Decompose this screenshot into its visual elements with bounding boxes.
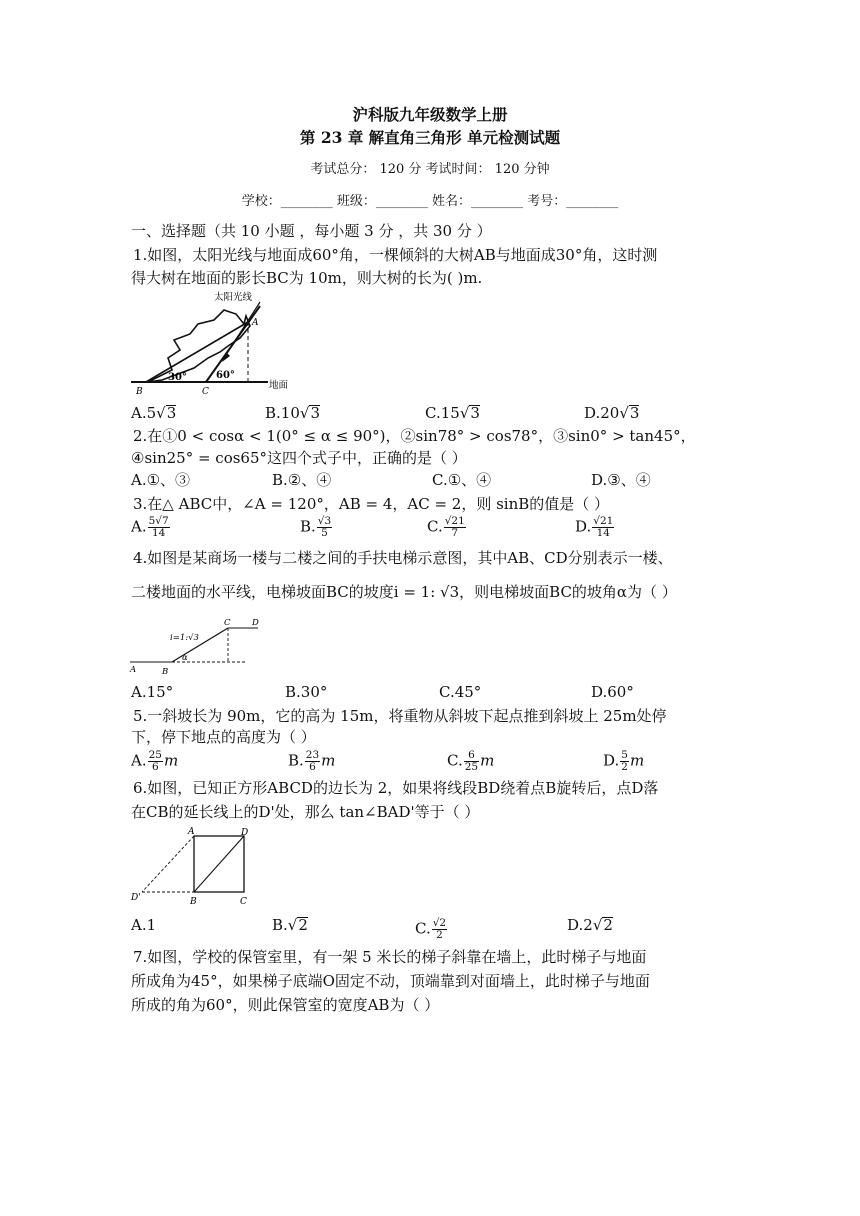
q1-line1: 1.如图，太阳光线与地面成60°角，一棵倾斜的大树AB与地面成30°角，这时测	[133, 246, 658, 264]
q1-line2: 得大树在地面的影长BC为 10m，则大树的长为( )m.	[131, 269, 483, 287]
fig-label-30: 30°	[168, 372, 187, 383]
q4-line1: 4.如图是某商场一楼与二楼之间的手扶电梯示意图，其中AB、CD分别表示一楼、	[133, 549, 673, 567]
q5-option-a-fraction	[148, 750, 163, 773]
q6-figure	[128, 826, 258, 908]
q1-option-c[interactable]	[425, 403, 480, 423]
q1-option-a[interactable]	[131, 403, 176, 423]
q4-option-c[interactable]: C.45°	[439, 683, 482, 701]
q3-option-b-fraction	[317, 516, 332, 539]
q1-option-d-radicand: 3	[629, 404, 640, 422]
q5-option-a[interactable]	[131, 750, 178, 773]
q5-option-c[interactable]	[447, 750, 494, 773]
sqrt-icon: √	[299, 404, 310, 422]
q7-line3: 所成的角为60°，则此保管室的宽度AB为（ ）	[131, 996, 440, 1014]
q6-option-d[interactable]	[567, 915, 613, 935]
fraction-numerator: 25	[148, 749, 162, 761]
q6-line2: 在CB的延长线上的D'处，那么 tan∠BAD'等于（ ）	[131, 803, 480, 821]
q1-figure	[128, 290, 298, 398]
section-heading: 一、选择题（共 10 小题 ，每小题 3 分 ，共 30 分 ）	[131, 222, 492, 240]
q1-option-b-radicand: 3	[310, 404, 320, 422]
q3-option-c-label: C.	[427, 517, 443, 536]
q3-option-b-label: B.	[300, 517, 316, 536]
fraction-denominator: 5	[321, 527, 328, 539]
fraction-numerator: √21	[593, 515, 614, 527]
fraction-denominator: 25	[464, 761, 479, 773]
q3-option-d[interactable]	[575, 516, 615, 539]
q1-option-c-text: C.15	[425, 404, 460, 422]
fraction-denominator: 2	[436, 929, 443, 941]
fraction-numerator: 5	[621, 749, 628, 761]
fig-label-C: C	[202, 387, 209, 397]
q5-option-b-label: B.	[288, 751, 304, 770]
q5-option-c-fraction	[464, 750, 479, 773]
fig-label-A: A	[188, 827, 195, 837]
fig-label-C: C	[240, 897, 247, 907]
fraction-denominator: 14	[596, 527, 610, 539]
fig-label-D: D	[241, 828, 249, 838]
fig-label-C: C	[224, 618, 231, 628]
fraction-denominator: 14	[151, 527, 166, 539]
q3-option-a-label: A.	[131, 517, 147, 536]
q1-option-d-text: D.20	[584, 404, 620, 422]
fig-label-B: B	[190, 897, 197, 907]
q5-option-b[interactable]	[288, 750, 335, 773]
fraction-numerator: 6	[464, 750, 479, 762]
fraction-numerator: √3	[317, 515, 332, 527]
q6-option-a[interactable]: A.1	[131, 916, 157, 934]
q2-option-b[interactable]: B.②、④	[272, 471, 332, 489]
q4-figure	[128, 614, 268, 678]
q1-option-b-text: B.10	[265, 404, 300, 422]
fig-label-B: B	[162, 667, 169, 677]
sqrt-icon: √	[592, 916, 603, 934]
fig-label-60: 60°	[216, 370, 235, 381]
q4-option-d[interactable]: D.60°	[591, 683, 634, 701]
q5-option-d-fraction	[620, 750, 629, 773]
q6-option-c-fraction	[432, 918, 447, 941]
unit-m: m	[163, 751, 179, 770]
fig-label-sunlight: 太阳光线	[214, 292, 253, 303]
q1-option-b[interactable]	[265, 403, 320, 423]
q5-option-d-label: D.	[603, 751, 620, 770]
q4-option-b[interactable]: B.30°	[285, 683, 328, 701]
fraction-denominator: 7	[451, 527, 459, 539]
fig-label-alpha: α	[182, 653, 188, 663]
q3-option-c[interactable]	[427, 516, 467, 539]
student-info: 学校：________ 班级：________ 姓名：________ 考号：________	[241, 194, 619, 209]
sqrt-icon: √	[459, 404, 470, 422]
q6-line1: 6.如图，已知正方形ABCD的边长为 2，如果将线段BD绕着点B旋转后，点D落	[133, 779, 659, 797]
q2-option-a[interactable]: A.①、③	[131, 471, 191, 489]
fraction-denominator: 6	[309, 761, 316, 773]
q3-option-a-fraction	[148, 516, 170, 539]
doc-title: 沪科版九年级数学上册	[352, 105, 508, 124]
fig-label-B: B	[136, 387, 143, 397]
q1-option-d[interactable]	[584, 403, 639, 423]
fraction-numerator: 23	[305, 749, 320, 761]
fig-label-ground: 地面	[269, 380, 289, 391]
q1-option-a-radicand: 3	[166, 404, 177, 422]
fraction-numerator: 5√7	[148, 515, 169, 527]
q5-option-b-fraction	[305, 750, 320, 773]
q6-option-b-radicand: 2	[298, 916, 308, 934]
q2-line1: 2.在①0 < cosα < 1(0° ≤ α ≤ 90°)，②sin78° > cos78°，③sin0° > tan45°，	[133, 427, 696, 445]
fraction-denominator: 6	[151, 761, 159, 773]
fig-label-D: D	[252, 618, 259, 628]
fraction-numerator: √21	[444, 515, 465, 527]
exam-info: 考试总分： 120 分 考试时间： 120 分钟	[310, 162, 550, 177]
q6-option-d-radicand: 2	[603, 916, 613, 934]
unit-m: m	[629, 751, 645, 770]
q4-line2: 二楼地面的水平线，电梯坡面BC的坡度i = 1: √3，则电梯坡面BC的坡角α为（ ）	[131, 583, 677, 601]
sqrt-icon: √	[619, 404, 629, 422]
fig-label-A: A	[130, 665, 137, 675]
sqrt-icon: √	[287, 916, 298, 934]
q6-option-c[interactable]	[415, 918, 448, 941]
fig-label-slope: i=1:√3	[170, 633, 199, 643]
q3-option-d-label: D.	[575, 517, 592, 536]
q6-option-b[interactable]	[272, 915, 308, 935]
q6-option-c-label: C.	[415, 919, 431, 938]
fraction-denominator: 2	[621, 761, 628, 773]
q2-line2: ④sin25° = cos65°这四个式子中，正确的是（ ）	[131, 449, 467, 467]
q6-option-d-text: D.2	[567, 916, 593, 934]
fig-label-Dprime: D'	[131, 893, 141, 903]
q6-option-b-text: B.	[272, 916, 288, 934]
sqrt-icon: √	[156, 404, 166, 422]
q7-line1: 7.如图，学校的保管室里，有一架 5 米长的梯子斜靠在墙上，此时梯子与地面	[133, 948, 647, 966]
fraction-numerator: √2	[432, 917, 447, 929]
q3-line1: 3.在△ ABC中，∠A = 120°，AB = 4，AC = 2，则 sinB的值是（ ）	[133, 495, 610, 513]
q5-option-d[interactable]	[603, 750, 644, 773]
unit-m: m	[321, 751, 336, 770]
q2-option-c[interactable]: C.①、④	[432, 471, 492, 489]
q5-line1: 5.一斜坡长为 90m，它的高为 15m，将重物从斜坡下起点推到斜坡上 25m处停	[133, 707, 667, 725]
q5-option-a-label: A.	[131, 751, 147, 770]
q4-option-a[interactable]: A.15°	[131, 683, 174, 701]
fig-label-A: A	[252, 318, 259, 328]
q3-option-b[interactable]	[300, 516, 333, 539]
q5-line2: 下，停下地点的高度为（ ）	[131, 728, 316, 746]
q5-option-c-label: C.	[447, 751, 463, 770]
q3-option-c-fraction	[444, 516, 466, 539]
q7-line2: 所成角为45°，如果梯子底端O固定不动，顶端靠到对面墙上，此时梯子与地面	[131, 972, 650, 990]
q3-option-a[interactable]	[131, 516, 171, 539]
q1-option-c-radicand: 3	[470, 404, 480, 422]
q1-option-a-text: A.5	[131, 404, 157, 422]
q3-option-d-fraction	[592, 516, 614, 539]
unit-m: m	[480, 751, 495, 770]
q2-option-d[interactable]: D.③、④	[591, 471, 651, 489]
doc-subtitle: 第 23 章 解直角三角形 单元检测试题	[299, 128, 561, 147]
